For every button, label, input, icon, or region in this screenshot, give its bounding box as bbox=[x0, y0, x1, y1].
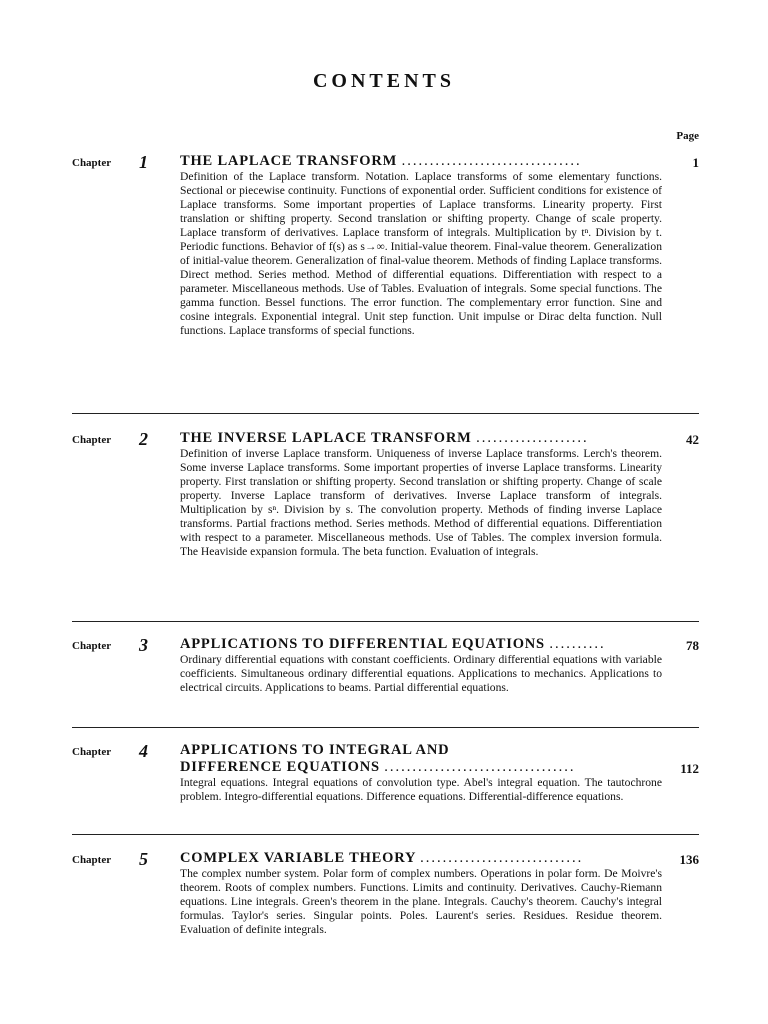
chapter-title bbox=[180, 430, 662, 447]
chapter-page-number: 112 bbox=[680, 761, 699, 776]
chapter-number: 2 bbox=[139, 429, 148, 449]
section-divider bbox=[72, 834, 699, 835]
chapter-title-text-line2: DIFFERENCE EQUATIONS bbox=[180, 759, 380, 775]
leader-dots: .................... bbox=[476, 430, 589, 446]
chapter-number: 4 bbox=[139, 741, 148, 761]
chapter-label: Chapter bbox=[72, 640, 112, 652]
chapter-label: Chapter bbox=[72, 434, 112, 446]
chapter-description: Ordinary differential equations with constant coefficients. Ordinary differential equations with variable coefficients. Simultaneous ordinary differential equations. Applications to mechanics. Applications to electrical circuits. Applications to beams. Partial differential equations. bbox=[180, 653, 662, 694]
chapter-label: Chapter bbox=[72, 854, 112, 866]
chapter-page-number: 42 bbox=[686, 432, 699, 447]
leader-dots: ................................ bbox=[401, 153, 582, 169]
chapter-title bbox=[180, 850, 662, 867]
chapter-title-text: COMPLEX VARIABLE THEORY bbox=[180, 850, 416, 866]
chapter-title-text: THE INVERSE LAPLACE TRANSFORM bbox=[180, 430, 472, 446]
chapter-title-text: APPLICATIONS TO INTEGRAL AND bbox=[180, 742, 450, 758]
chapter-title bbox=[180, 636, 662, 653]
chapter-description: The complex number system. Polar form of complex numbers. Operations in polar form. De Moivre's theorem. Roots of complex numbers. Functions. Limits and continuity. Derivatives. Cauchy-Riemann equations. Line integrals. Green's theorem in the plane. Integrals. Cauchy's theorem. Cauchy's integral formulas. Taylor's series. Singular points. Poles. Laurent's series. Residues. Residue theorem. Evaluation of definite integrals. bbox=[180, 867, 662, 936]
leader-dots: .................................. bbox=[384, 759, 576, 775]
chapter-page-number: 1 bbox=[692, 155, 699, 170]
chapter-title-text: APPLICATIONS TO DIFFERENTIAL EQUATIONS bbox=[180, 636, 545, 652]
page-column-header: Page bbox=[676, 130, 699, 142]
chapter-body bbox=[180, 742, 662, 804]
chapter-description: Definition of the Laplace transform. Notation. Laplace transforms of some elementary functions. Sectional or piecewise continuity. Functions of exponential order. Sufficient conditions for existence of Laplace transforms. Some important properties of Laplace transforms. Linearity property. First translation or shifting property. Second translation or shifting property. Change of scale property. Laplace transform of derivatives. Laplace transform of integrals. Multiplication by tⁿ. Division by t. Periodic functions. Behavior of f(s) as s→∞. Initial-value theorem. Final-value theorem. Generalization of initial-value theorem. Generalization of final-value theorem. Methods of finding Laplace transforms. Direct method. Series method. Method of differential equations. Differentiation with respect to a parameter. Miscellaneous methods. Use of Tables. Evaluation of integrals. Some special functions. The gamma function. Bessel functions. The error function. The complementary error function. Sine and cosine integrals. Exponential integral. Unit step function. Unit impulse or Dirac delta function. Null functions. Laplace transforms of special functions. bbox=[180, 170, 662, 337]
leader-dots: ............................. bbox=[420, 850, 584, 866]
chapter-label: Chapter bbox=[72, 157, 112, 169]
chapter-body bbox=[180, 636, 662, 695]
chapter-body bbox=[180, 850, 662, 937]
chapter-body bbox=[180, 430, 662, 559]
chapter-label: Chapter bbox=[72, 746, 112, 758]
leader-dots: .......... bbox=[549, 636, 606, 652]
chapter-description: Definition of inverse Laplace transform. Uniqueness of inverse Laplace transforms. Lerch's theorem. Some inverse Laplace transforms. Some important properties of inverse Laplace transforms. Linearity property. First translation or shifting property. Second translation or shifting property. Change of scale property. Inverse Laplace transform of derivatives. Inverse Laplace transform of integrals. Multiplication by sⁿ. Division by s. The convolution property. Methods of finding inverse Laplace transforms. Partial fractions method. Series methods. Method of differential equations. Differentiation with respect to a parameter. Miscellaneous methods. Use of Tables. The complex inversion formula. The Heaviside expansion formula. The beta function. Evaluation of integrals. bbox=[180, 447, 662, 558]
section-divider bbox=[72, 621, 699, 622]
chapter-page-number: 136 bbox=[679, 852, 699, 867]
chapter-description: Integral equations. Integral equations of convolution type. Abel's integral equation. The tautochrone problem. Integro-differential equations. Difference equations. Differential-difference equations. bbox=[180, 776, 662, 803]
chapter-number: 1 bbox=[139, 152, 148, 172]
chapter-number: 5 bbox=[139, 849, 148, 869]
chapter-body bbox=[180, 153, 662, 338]
chapter-title-text: THE LAPLACE TRANSFORM bbox=[180, 153, 398, 169]
chapter-title bbox=[180, 742, 662, 776]
page-title: CONTENTS bbox=[312, 70, 456, 92]
section-divider bbox=[72, 413, 699, 414]
chapter-title bbox=[180, 153, 662, 170]
chapter-page-number: 78 bbox=[686, 638, 699, 653]
chapter-number: 3 bbox=[139, 635, 148, 655]
section-divider bbox=[72, 727, 699, 728]
